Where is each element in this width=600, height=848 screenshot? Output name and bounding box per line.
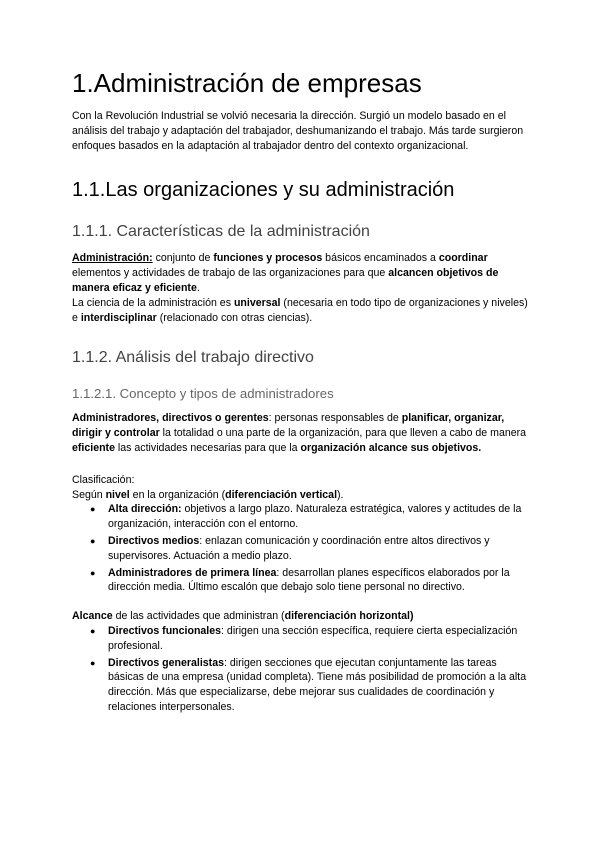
bold-run: coordinar — [438, 252, 488, 265]
bold-run: organización alcance sus objetivos. — [300, 441, 482, 454]
document-page — [72, 66, 532, 717]
bold-run: funciones y procesos — [213, 252, 323, 265]
administradores-definition — [72, 411, 532, 455]
text-run: (necesaria en todo tipo de organizaciones y niveles) e — [72, 296, 528, 324]
text-run: de las actividades que administran ( — [112, 610, 285, 623]
bold-run: diferenciación horizontal) — [284, 610, 414, 623]
list-item — [108, 566, 532, 596]
alcance-line — [72, 609, 532, 624]
intro-paragraph: Con la Revolución Industrial se volvió necesaria la dirección. Surgió un modelo basado en el análisis del trabajo y adaptación del trabajador, deshumanizando el trabajo. Más tarde surgieron enfoques basados en la adaptación al trabajador dentro del contexto organizacional. — [72, 110, 524, 152]
administracion-term: Administración: — [72, 252, 153, 265]
text-run: : enlazan comunicación y coordinación entre altos directivos y supervisores. Actuación a medio plazo. — [108, 534, 490, 562]
bold-run: Administradores de primera línea — [108, 566, 277, 579]
text-run: . — [196, 281, 200, 294]
bold-run: interdisciplinar — [80, 311, 157, 324]
bold-run: nivel — [105, 488, 130, 501]
list-item — [108, 534, 532, 564]
administracion-definition — [72, 251, 532, 325]
clasificacion-label: Clasificación: — [72, 473, 135, 486]
text-run: conjunto de — [152, 252, 214, 265]
text-run: : dirigen una sección específica, requiere cierta especialización profesional. — [108, 624, 518, 652]
page-title: 1.Administración de empresas — [72, 68, 422, 98]
bold-run: alcancen objetivos de manera eficaz y eficiente — [72, 267, 499, 294]
text-run: las actividades necesarias para que la — [114, 441, 301, 454]
text-run: La ciencia de la administración es — [72, 296, 234, 309]
bold-run: Alcance — [72, 610, 113, 623]
bold-run: diferenciación vertical — [225, 488, 338, 501]
text-run: (relacionado con otras ciencias). — [156, 311, 313, 324]
list-item — [108, 624, 532, 654]
text-run: básicos encaminados a — [322, 252, 439, 265]
bold-run: eficiente — [72, 441, 115, 454]
text-run: la totalidad o una parte de la organización, para que lleven a cabo de manera — [159, 427, 527, 440]
text-run: : desarrollan planes específicos elaborados por la dirección media. Último escalón que debajo solo tiene personal no directivo. — [108, 566, 510, 594]
text-run: elementos y actividades de trabajo de las organizaciones para que — [72, 267, 389, 280]
list-item — [108, 502, 532, 532]
vertical-list — [72, 502, 532, 595]
bold-run: Administradores, directivos o gerentes — [72, 412, 269, 425]
section-heading: 1.1.Las organizaciones y su administración — [72, 179, 455, 202]
text-run: : personas responsables de — [268, 412, 402, 425]
nivel-line — [72, 488, 532, 503]
bold-run: Directivos funcionales — [108, 624, 222, 637]
subsubsection-heading: 1.1.2.1. Concepto y tipos de administradores — [72, 386, 334, 402]
subsection-heading-caracteristicas: 1.1.1. Características de la administración — [72, 223, 370, 241]
text-run: objetivos a largo plazo. Naturaleza estratégica, valores y actitudes de la organización, interacción con el entorno. — [108, 503, 522, 531]
subsection-heading-analisis: 1.1.2. Análisis del trabajo directivo — [72, 349, 314, 367]
bold-run: Directivos generalistas — [108, 656, 224, 669]
bold-run: universal — [233, 296, 281, 309]
bold-run: Directivos medios — [108, 534, 200, 547]
list-item — [108, 656, 532, 715]
text-run: ). — [337, 488, 344, 501]
horizontal-list — [72, 624, 532, 715]
text-run: Según — [72, 488, 106, 501]
text-run: en la organización ( — [129, 488, 226, 501]
bold-run: Alta dirección: — [108, 503, 182, 516]
text-run: : dirigen secciones que ejecutan conjuntamente las tareas básicas de una empresa (unidad completa). Tiene más posibilidad de promoción a la alta dirección. Más que especializarse, debe mejorar sus cualidades de coordinación y relaciones interpersonales. — [108, 656, 527, 713]
bold-run: planificar, organizar, dirigir y controlar — [72, 412, 505, 440]
